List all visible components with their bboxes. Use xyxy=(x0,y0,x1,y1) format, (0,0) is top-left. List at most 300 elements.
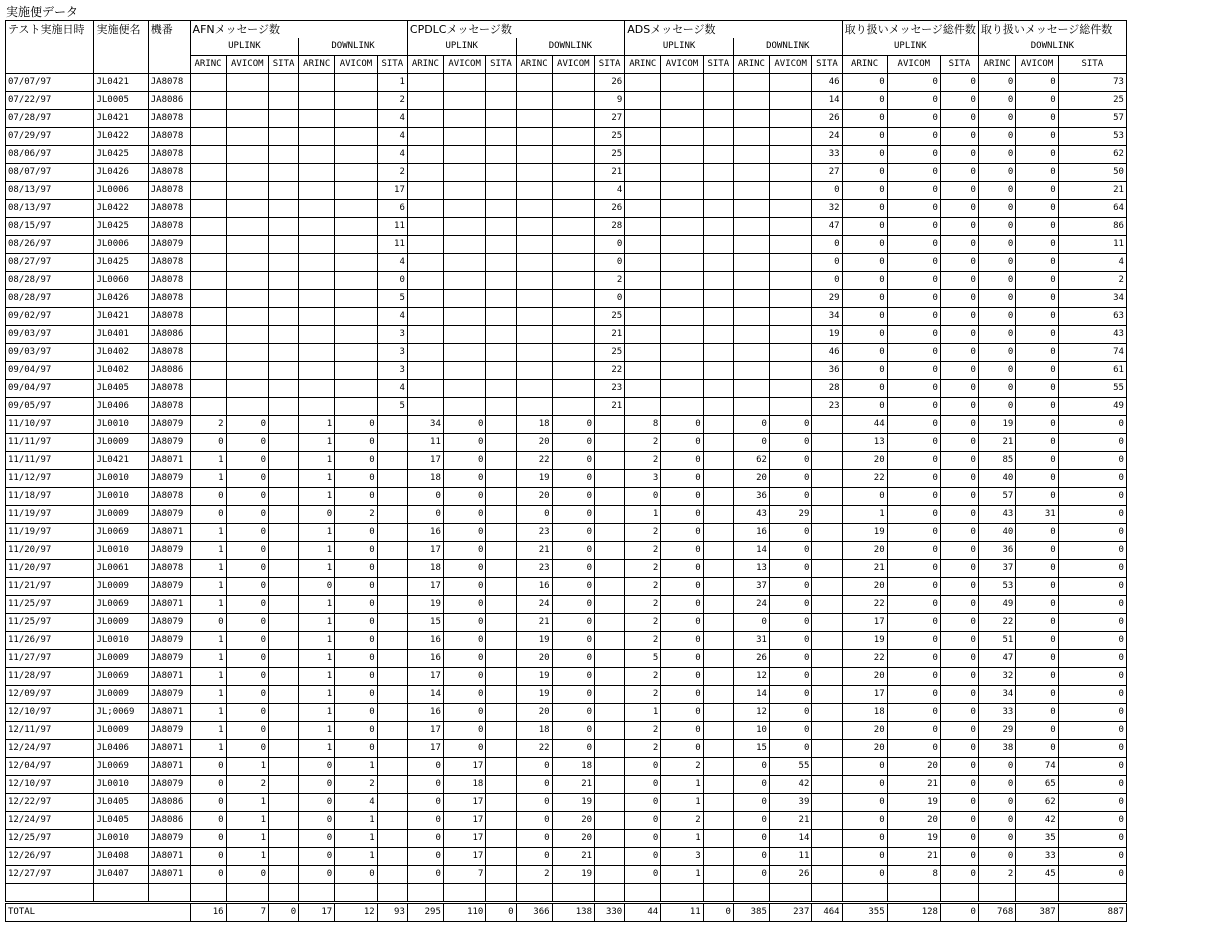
cell-registration: JA8078 xyxy=(148,488,190,506)
cell-value xyxy=(486,326,516,344)
cell-value: 1 xyxy=(299,668,335,686)
cell-value: 2 xyxy=(661,812,703,830)
table-row xyxy=(6,272,1229,290)
cell-registration: JA8078 xyxy=(148,272,190,290)
cell-value: 16 xyxy=(407,650,443,668)
cell-value xyxy=(703,200,733,218)
cell-value xyxy=(299,146,335,164)
cell-value: 0 xyxy=(407,848,443,866)
cell-value xyxy=(703,614,733,632)
cell-registration: JA8078 xyxy=(148,110,190,128)
cell-value: 0 xyxy=(978,128,1015,146)
cell-value xyxy=(703,470,733,488)
cell-value: 25 xyxy=(595,146,625,164)
cell-value xyxy=(703,146,733,164)
cell-value xyxy=(190,290,226,308)
cell-value: 46 xyxy=(812,344,842,362)
cell-value: 1 xyxy=(299,560,335,578)
cell-value xyxy=(703,560,733,578)
cell-value: 0 xyxy=(940,794,978,812)
cell-value xyxy=(812,686,842,704)
cell-value xyxy=(516,398,552,416)
cell-value: 1 xyxy=(299,434,335,452)
cell-value xyxy=(299,182,335,200)
cell-value: 0 xyxy=(226,866,268,884)
cell-value xyxy=(769,344,811,362)
cell-value xyxy=(625,326,661,344)
cell-value: 25 xyxy=(595,128,625,146)
cell-value xyxy=(335,128,377,146)
cell-value: 0 xyxy=(661,686,703,704)
cell-value xyxy=(269,200,299,218)
cell-value xyxy=(269,452,299,470)
cell-date: 08/06/97 xyxy=(6,146,94,164)
cell-value: 0 xyxy=(299,506,335,524)
link-header-downlink: DOWNLINK xyxy=(733,38,842,56)
cell-value: 2 xyxy=(625,578,661,596)
cell-value xyxy=(595,632,625,650)
cell-value: 0 xyxy=(661,704,703,722)
cell-date: 09/05/97 xyxy=(6,398,94,416)
cell-value: 0 xyxy=(661,614,703,632)
cell-registration: JA8079 xyxy=(148,542,190,560)
cell-value xyxy=(703,866,733,884)
table-row xyxy=(6,776,1229,794)
cell-value: 0 xyxy=(887,596,940,614)
cell-date: 07/28/97 xyxy=(6,110,94,128)
cell-value: 5 xyxy=(625,650,661,668)
cell-value xyxy=(443,362,485,380)
cell-value: 0 xyxy=(443,578,485,596)
cell-value: 20 xyxy=(887,758,940,776)
table-row xyxy=(6,326,1229,344)
cell-value xyxy=(269,722,299,740)
cell-value: 18 xyxy=(842,704,887,722)
cell-value: 3 xyxy=(625,470,661,488)
cell-value: 49 xyxy=(978,596,1015,614)
cell-value: 0 xyxy=(552,596,594,614)
cell-value xyxy=(703,326,733,344)
cell-value: 0 xyxy=(443,632,485,650)
cell-value xyxy=(335,272,377,290)
cell-value xyxy=(190,236,226,254)
cell-value xyxy=(733,362,769,380)
cell-value: 0 xyxy=(978,236,1015,254)
cell-value xyxy=(516,272,552,290)
cell-value: 31 xyxy=(1016,506,1058,524)
cell-value: 0 xyxy=(1016,560,1058,578)
cell-value: 0 xyxy=(887,308,940,326)
cell-value xyxy=(625,218,661,236)
cell-value xyxy=(269,776,299,794)
cell-value xyxy=(190,344,226,362)
cell-value: 0 xyxy=(443,596,485,614)
cell-value xyxy=(299,74,335,92)
cell-value: 0 xyxy=(443,704,485,722)
cell-value: 8 xyxy=(887,866,940,884)
cell-value: 32 xyxy=(812,200,842,218)
cell-value xyxy=(733,200,769,218)
empty-cell xyxy=(94,884,148,903)
empty-cell xyxy=(625,884,661,903)
cell-value: 2 xyxy=(625,722,661,740)
carrier-header-sita: SITA xyxy=(269,56,299,74)
cell-value xyxy=(226,182,268,200)
cell-value: 0 xyxy=(190,830,226,848)
cell-value xyxy=(443,398,485,416)
cell-value xyxy=(625,74,661,92)
cell-registration: JA8079 xyxy=(148,470,190,488)
cell-registration: JA8079 xyxy=(148,722,190,740)
carrier-header-arinc: ARINC xyxy=(978,56,1015,74)
cell-value xyxy=(269,560,299,578)
cell-value: 2 xyxy=(625,452,661,470)
cell-value: 37 xyxy=(733,578,769,596)
cell-value: 1 xyxy=(299,488,335,506)
cell-value: 0 xyxy=(407,488,443,506)
cell-value xyxy=(226,398,268,416)
empty-cell xyxy=(1016,884,1058,903)
cell-value: 0 xyxy=(940,812,978,830)
cell-value: 0 xyxy=(1016,272,1058,290)
cell-value: 0 xyxy=(769,416,811,434)
cell-value xyxy=(269,506,299,524)
cell-value xyxy=(595,542,625,560)
cell-date: 11/25/97 xyxy=(6,596,94,614)
cell-value: 0 xyxy=(733,866,769,884)
cell-flight: JL0426 xyxy=(94,164,148,182)
cell-value xyxy=(269,344,299,362)
cell-value xyxy=(769,380,811,398)
empty-cell xyxy=(226,884,268,903)
cell-value xyxy=(226,380,268,398)
cell-value: 1 xyxy=(299,740,335,758)
cell-value: 25 xyxy=(595,308,625,326)
cell-value: 0 xyxy=(769,434,811,452)
cell-date: 12/10/97 xyxy=(6,704,94,722)
cell-date: 08/28/97 xyxy=(6,290,94,308)
cell-value: 17 xyxy=(407,740,443,758)
cell-value xyxy=(812,848,842,866)
cell-value: 0 xyxy=(940,272,978,290)
header-registration: 機番 xyxy=(148,21,190,74)
cell-value: 0 xyxy=(940,344,978,362)
cell-value xyxy=(703,164,733,182)
cell-value: 0 xyxy=(377,272,407,290)
cell-value xyxy=(486,578,516,596)
cell-value xyxy=(377,506,407,524)
cell-value: 0 xyxy=(1016,596,1058,614)
cell-value: 0 xyxy=(940,632,978,650)
cell-value: 1 xyxy=(226,848,268,866)
table-row xyxy=(6,542,1229,560)
cell-value xyxy=(377,740,407,758)
cell-value xyxy=(769,398,811,416)
cell-value xyxy=(703,344,733,362)
cell-flight: JL0009 xyxy=(94,506,148,524)
cell-value xyxy=(552,326,594,344)
header-date: テスト実施日時 xyxy=(6,21,94,74)
cell-value xyxy=(552,344,594,362)
cell-value: 2 xyxy=(625,614,661,632)
cell-value xyxy=(552,74,594,92)
cell-value: 0 xyxy=(407,830,443,848)
cell-value: 0 xyxy=(407,776,443,794)
cell-value xyxy=(486,866,516,884)
cell-flight: JL0009 xyxy=(94,434,148,452)
cell-value: 0 xyxy=(887,614,940,632)
table-row xyxy=(6,740,1229,758)
carrier-header-sita: SITA xyxy=(377,56,407,74)
cell-value xyxy=(703,632,733,650)
cell-value xyxy=(269,812,299,830)
cell-value xyxy=(703,272,733,290)
cell-value xyxy=(812,506,842,524)
cell-value: 0 xyxy=(1058,866,1126,884)
cell-value: 0 xyxy=(940,650,978,668)
cell-value: 0 xyxy=(940,110,978,128)
cell-value: 19 xyxy=(978,416,1015,434)
cell-value: 61 xyxy=(1058,362,1126,380)
cell-value xyxy=(226,344,268,362)
cell-value xyxy=(625,128,661,146)
table-row xyxy=(6,254,1229,272)
cell-value xyxy=(377,632,407,650)
cell-value xyxy=(269,362,299,380)
empty-cell xyxy=(407,884,443,903)
cell-value: 2 xyxy=(978,866,1015,884)
cell-date: 12/04/97 xyxy=(6,758,94,776)
cell-value: 0 xyxy=(842,308,887,326)
cell-value xyxy=(703,578,733,596)
cell-value: 0 xyxy=(887,326,940,344)
cell-value xyxy=(769,110,811,128)
cell-value: 19 xyxy=(887,794,940,812)
cell-value xyxy=(407,326,443,344)
cell-value: 2 xyxy=(335,506,377,524)
cell-value: 14 xyxy=(407,686,443,704)
cell-value xyxy=(269,470,299,488)
cell-value: 1 xyxy=(335,758,377,776)
cell-value xyxy=(703,92,733,110)
cell-value xyxy=(443,74,485,92)
cell-value: 17 xyxy=(443,758,485,776)
cell-value: 0 xyxy=(661,416,703,434)
cell-value: 0 xyxy=(552,470,594,488)
cell-registration: JA8078 xyxy=(148,380,190,398)
cell-value: 0 xyxy=(595,236,625,254)
cell-flight: JL0009 xyxy=(94,614,148,632)
cell-value: 55 xyxy=(1058,380,1126,398)
cell-value xyxy=(625,344,661,362)
cell-value: 0 xyxy=(842,290,887,308)
cell-value xyxy=(703,830,733,848)
cell-value: 0 xyxy=(1058,596,1126,614)
cell-value xyxy=(226,128,268,146)
cell-value xyxy=(486,74,516,92)
total-value: 0 xyxy=(703,903,733,922)
cell-value xyxy=(486,506,516,524)
cell-date: 12/10/97 xyxy=(6,776,94,794)
cell-value: 0 xyxy=(1016,182,1058,200)
cell-value xyxy=(733,164,769,182)
cell-value: 6 xyxy=(377,200,407,218)
cell-value xyxy=(552,146,594,164)
cell-value xyxy=(269,740,299,758)
cell-value: 0 xyxy=(1016,92,1058,110)
cell-value: 0 xyxy=(552,452,594,470)
cell-value: 47 xyxy=(812,218,842,236)
cell-flight: JL0426 xyxy=(94,290,148,308)
cell-value: 17 xyxy=(407,452,443,470)
cell-value xyxy=(516,164,552,182)
cell-value: 0 xyxy=(1058,524,1126,542)
cell-value: 19 xyxy=(552,794,594,812)
cell-value: 1 xyxy=(661,776,703,794)
cell-value xyxy=(661,254,703,272)
cell-value xyxy=(377,758,407,776)
cell-value: 0 xyxy=(661,506,703,524)
cell-value: 23 xyxy=(516,560,552,578)
cell-value: 4 xyxy=(377,128,407,146)
cell-value xyxy=(516,218,552,236)
cell-value xyxy=(595,596,625,614)
cell-value: 0 xyxy=(940,776,978,794)
cell-value: 0 xyxy=(335,560,377,578)
cell-value: 0 xyxy=(552,542,594,560)
cell-value xyxy=(812,524,842,542)
table-row xyxy=(6,866,1229,884)
cell-value: 0 xyxy=(842,326,887,344)
cell-date: 08/26/97 xyxy=(6,236,94,254)
cell-value: 0 xyxy=(887,470,940,488)
cell-value: 0 xyxy=(940,740,978,758)
cell-value: 19 xyxy=(887,830,940,848)
cell-value: 0 xyxy=(769,470,811,488)
cell-flight: JL0421 xyxy=(94,452,148,470)
total-value: 128 xyxy=(887,903,940,922)
cell-value: 40 xyxy=(978,524,1015,542)
cell-value xyxy=(812,812,842,830)
cell-value: 0 xyxy=(733,434,769,452)
cell-value xyxy=(733,92,769,110)
cell-value xyxy=(269,488,299,506)
cell-value xyxy=(335,110,377,128)
cell-value: 16 xyxy=(733,524,769,542)
cell-value: 1 xyxy=(190,578,226,596)
table-row xyxy=(6,524,1229,542)
table-row xyxy=(6,398,1229,416)
cell-value: 39 xyxy=(769,794,811,812)
cell-value: 0 xyxy=(769,578,811,596)
cell-value xyxy=(661,308,703,326)
cell-value xyxy=(486,380,516,398)
carrier-header-arinc: ARINC xyxy=(516,56,552,74)
cell-value: 0 xyxy=(595,254,625,272)
cell-value: 0 xyxy=(842,146,887,164)
cell-registration: JA8078 xyxy=(148,254,190,272)
cell-value: 0 xyxy=(1016,164,1058,182)
cell-value xyxy=(595,776,625,794)
cell-value xyxy=(486,416,516,434)
cell-value xyxy=(486,398,516,416)
cell-value xyxy=(703,308,733,326)
cell-value: 0 xyxy=(1016,218,1058,236)
cell-value xyxy=(335,200,377,218)
cell-value: 17 xyxy=(407,668,443,686)
cell-value xyxy=(733,182,769,200)
cell-value: 0 xyxy=(769,704,811,722)
cell-value xyxy=(486,164,516,182)
sheet-title: 実施便データ xyxy=(6,5,79,19)
cell-value: 21 xyxy=(552,848,594,866)
cell-value: 0 xyxy=(940,200,978,218)
cell-value xyxy=(407,182,443,200)
cell-value: 0 xyxy=(407,794,443,812)
cell-value xyxy=(661,146,703,164)
cell-value: 0 xyxy=(887,254,940,272)
cell-value xyxy=(552,128,594,146)
cell-value xyxy=(377,794,407,812)
cell-value: 20 xyxy=(842,668,887,686)
cell-value: 1 xyxy=(299,632,335,650)
cell-value: 34 xyxy=(1058,290,1126,308)
total-value: 110 xyxy=(443,903,485,922)
link-header-downlink: DOWNLINK xyxy=(516,38,625,56)
group-header-afn: AFNメッセージ数 xyxy=(190,21,407,39)
cell-value xyxy=(486,758,516,776)
flight-data-table xyxy=(5,20,1229,922)
cell-value: 18 xyxy=(552,758,594,776)
cell-value xyxy=(703,776,733,794)
cell-value: 57 xyxy=(1058,110,1126,128)
cell-value xyxy=(661,290,703,308)
table-row xyxy=(6,182,1229,200)
total-value: 0 xyxy=(940,903,978,922)
cell-flight: JL0010 xyxy=(94,632,148,650)
cell-value xyxy=(625,254,661,272)
cell-value: 0 xyxy=(407,812,443,830)
cell-value: 0 xyxy=(978,848,1015,866)
cell-value: 0 xyxy=(1058,416,1126,434)
cell-value: 0 xyxy=(940,380,978,398)
cell-registration: JA8078 xyxy=(148,182,190,200)
cell-flight: JL0005 xyxy=(94,92,148,110)
empty-cell xyxy=(377,884,407,903)
cell-value: 0 xyxy=(940,254,978,272)
cell-value: 0 xyxy=(190,758,226,776)
cell-value: 0 xyxy=(1016,398,1058,416)
cell-value: 5 xyxy=(377,398,407,416)
cell-value: 29 xyxy=(978,722,1015,740)
cell-value: 20 xyxy=(552,830,594,848)
cell-value xyxy=(269,524,299,542)
cell-value: 0 xyxy=(1058,686,1126,704)
cell-value: 2 xyxy=(595,272,625,290)
cell-value: 1 xyxy=(226,794,268,812)
cell-value: 0 xyxy=(335,434,377,452)
cell-value: 20 xyxy=(887,812,940,830)
cell-value: 0 xyxy=(1058,542,1126,560)
cell-value xyxy=(625,362,661,380)
cell-value xyxy=(595,560,625,578)
cell-value: 0 xyxy=(552,560,594,578)
cell-value xyxy=(269,380,299,398)
link-header-downlink: DOWNLINK xyxy=(299,38,408,56)
cell-value: 17 xyxy=(407,542,443,560)
cell-value xyxy=(335,254,377,272)
cell-value: 1 xyxy=(299,650,335,668)
